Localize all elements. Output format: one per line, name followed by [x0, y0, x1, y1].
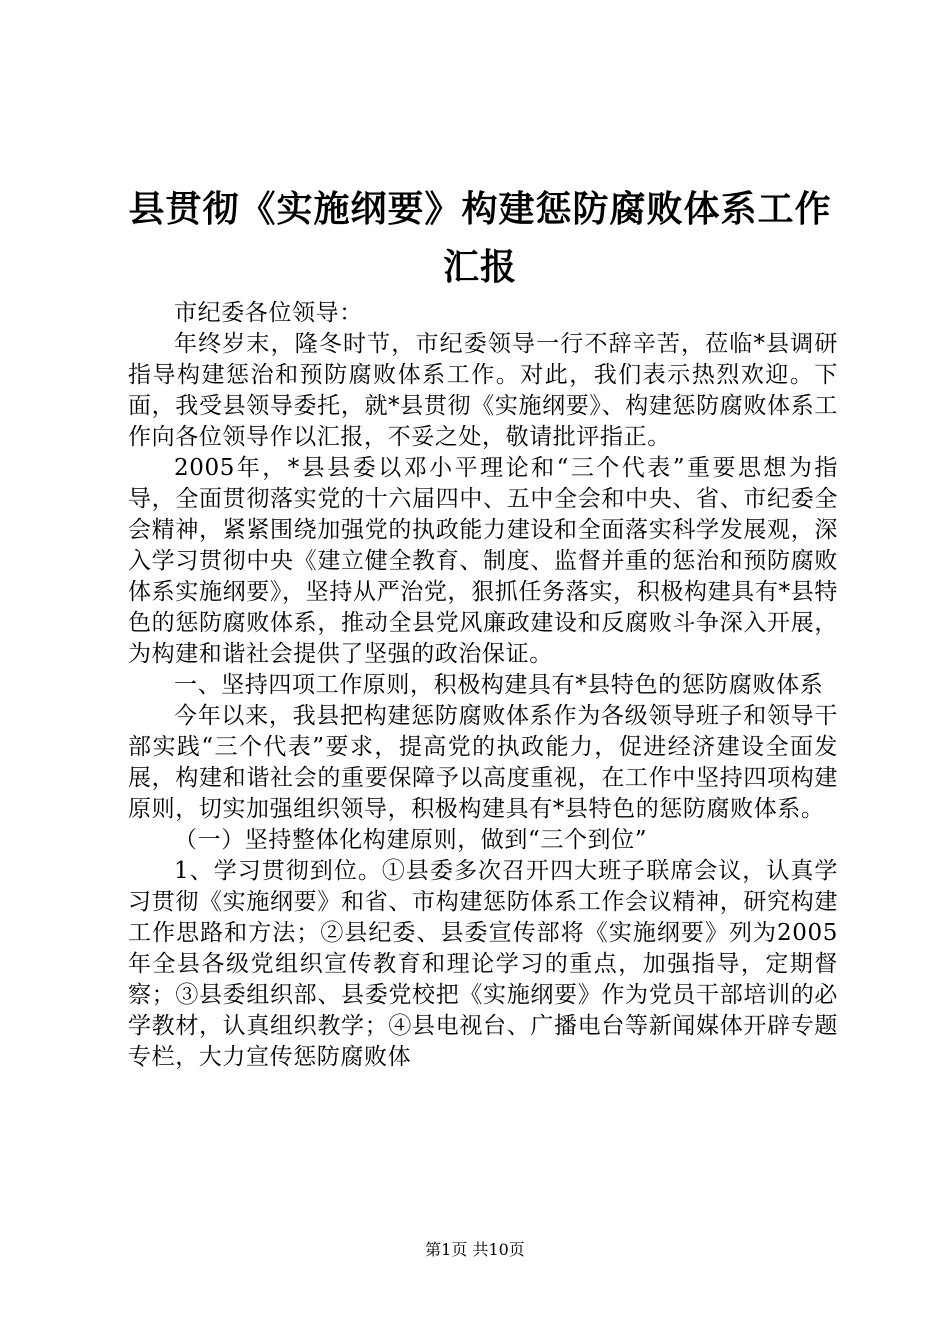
paragraph: 2005年，*县县委以邓小平理论和“三个代表”重要思想为指导，全面贯彻落实党的十六届四中、五中全会和中央、省、市纪委全会精神，紧紧围绕加强党的执政能力建设和全面落实科学发展观，深入学习贯彻中央《建立健全教育、制度、监督并重的惩治和预防腐败体系实施纲要》，坚持从严治党，狠抓任务落实，积极构建具有*县特色的惩防腐败体系，推动全县党风廉政建设和反腐败斗争深入开展，为构建和谐社会提供了坚强的政治保证。 — [128, 455, 838, 667]
paragraph: 今年以来，我县把构建惩防腐败体系作为各级领导班子和领导干部实践“三个代表”要求，提高党的执政能力，促进经济建设全面发展，构建和谐社会的重要保障予以高度重视，在工作中坚持四项构建原则，切实加强组织领导，积极构建具有*县特色的惩防腐败体系。 — [128, 703, 838, 822]
page-footer: 第1页 共10页 — [425, 1240, 525, 1259]
salutation: 市纪委各位领导： — [174, 300, 363, 326]
subsection-heading: （一）坚持整体化构建原则，做到“三个到位” — [174, 827, 648, 853]
paragraph: 年终岁末，隆冬时节，市纪委领导一行不辞辛苦，莅临*县调研指导构建惩治和预防腐败体系工作。对此，我们表示热烈欢迎。下面，我受县领导委托，就*县贯彻《实施纲要》、构建惩防腐败体系工作向各位领导作以汇报，不妥之处，敬请批评指正。 — [128, 331, 838, 450]
paragraph: 1、学习贯彻到位。①县委多次召开四大班子联席会议，认真学习贯彻《实施纲要》和省、市构建惩防体系工作会议精神，研究构建工作思路和方法；②县纪委、县委宣传部将《实施纲要》列为2005年全县各级党组织宣传教育和理论学习的重点，加强指导，定期督察；③县委组织部、县委党校把《实施纲要》作为党员干部培训的必学教材，认真组织教学；④县电视台、广播电台等新闻媒体开辟专题专栏，大力宣传惩防腐败体 — [128, 858, 838, 1070]
section-heading: 一、坚持四项工作原则，积极构建具有*县特色的惩防腐败体系 — [174, 672, 824, 698]
document-title: 县贯彻《实施纲要》构建惩防腐败体系工作汇报 — [128, 188, 832, 288]
document-body — [128, 298, 838, 1073]
